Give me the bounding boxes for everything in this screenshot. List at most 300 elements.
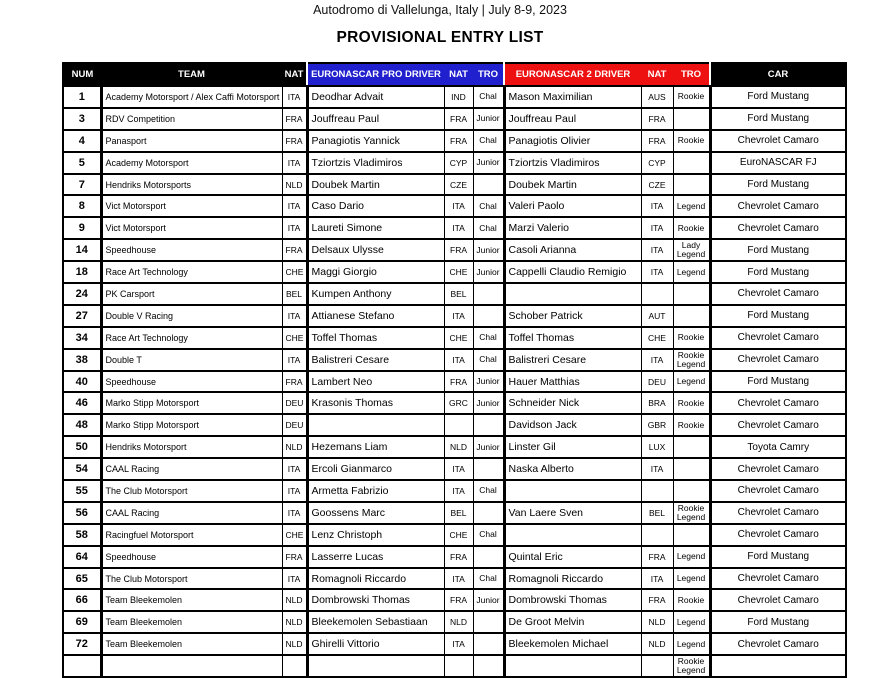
team-name-cell: Vict Motorsport bbox=[101, 195, 282, 217]
pro-trophy-cell: Junior bbox=[473, 589, 504, 611]
e2-nationality-cell: NLD bbox=[641, 633, 673, 655]
e2-nationality-cell bbox=[641, 524, 673, 546]
car-model-cell: Chevrolet Camaro bbox=[710, 589, 846, 611]
car-model-cell: Chevrolet Camaro bbox=[710, 195, 846, 217]
pro-nationality-cell: CZE bbox=[444, 174, 473, 196]
table-row bbox=[63, 239, 846, 261]
e2-nationality-cell: LUX bbox=[641, 436, 673, 458]
e2-trophy-cell: Legend bbox=[673, 195, 710, 217]
team-nationality-cell: BEL bbox=[282, 283, 307, 305]
pro-nationality-cell bbox=[444, 414, 473, 436]
team-nationality-cell: DEU bbox=[282, 414, 307, 436]
e2-driver-cell: Mason Maximilian bbox=[504, 86, 641, 108]
table-row bbox=[63, 655, 846, 677]
car-number-cell: 48 bbox=[63, 414, 101, 436]
e2-trophy-cell bbox=[673, 305, 710, 327]
team-name-cell: Double T bbox=[101, 349, 282, 371]
team-name-cell: Hendriks Motorsport bbox=[101, 436, 282, 458]
pro-driver-cell: Jouffreau Paul bbox=[307, 108, 444, 130]
e2-trophy-cell bbox=[673, 480, 710, 502]
table-row bbox=[63, 611, 846, 633]
e2-driver-cell: Doubek Martin bbox=[504, 174, 641, 196]
team-name-cell: Team Bleekemolen bbox=[101, 589, 282, 611]
entry-list-table bbox=[62, 62, 847, 678]
car-number-cell: 66 bbox=[63, 589, 101, 611]
pro-trophy-cell bbox=[473, 174, 504, 196]
e2-driver-cell: Bleekemolen Michael bbox=[504, 633, 641, 655]
pro-trophy-cell bbox=[473, 502, 504, 524]
pro-trophy-cell bbox=[473, 283, 504, 305]
e2-trophy-cell bbox=[673, 436, 710, 458]
e2-driver-cell: Valeri Paolo bbox=[504, 195, 641, 217]
pro-nationality-cell: FRA bbox=[444, 108, 473, 130]
e2-driver-cell: Schober Patrick bbox=[504, 305, 641, 327]
e2-nationality-cell: AUS bbox=[641, 86, 673, 108]
team-nationality-cell: FRA bbox=[282, 371, 307, 393]
pro-driver-cell: Dombrowski Thomas bbox=[307, 589, 444, 611]
team-name-cell: CAAL Racing bbox=[101, 502, 282, 524]
car-number-cell: 69 bbox=[63, 611, 101, 633]
e2-nationality-cell: ITA bbox=[641, 217, 673, 239]
pro-trophy-cell: Junior bbox=[473, 436, 504, 458]
team-nationality-cell: ITA bbox=[282, 480, 307, 502]
e2-trophy-cell: Legend bbox=[673, 611, 710, 633]
team-nationality-cell: CHE bbox=[282, 524, 307, 546]
col-header-e2-driver: EURONASCAR 2 DRIVER bbox=[504, 63, 641, 86]
team-nationality-cell: ITA bbox=[282, 305, 307, 327]
pro-trophy-cell bbox=[473, 458, 504, 480]
e2-driver-cell: Casoli Arianna bbox=[504, 239, 641, 261]
team-name-cell: The Club Motorsport bbox=[101, 480, 282, 502]
e2-trophy-cell: Legend bbox=[673, 568, 710, 590]
team-name-cell: Marko Stipp Motorsport bbox=[101, 414, 282, 436]
e2-trophy-cell: Rookie Legend bbox=[673, 349, 710, 371]
car-number-cell: 46 bbox=[63, 392, 101, 414]
pro-nationality-cell: ITA bbox=[444, 349, 473, 371]
pro-trophy-cell: Chal bbox=[473, 568, 504, 590]
pro-nationality-cell: ITA bbox=[444, 458, 473, 480]
entry-table-body bbox=[63, 86, 846, 677]
pro-driver-cell: Ghirelli Vittorio bbox=[307, 633, 444, 655]
pro-trophy-cell: Junior bbox=[473, 152, 504, 174]
team-name-cell: Team Bleekemolen bbox=[101, 611, 282, 633]
e2-driver-cell bbox=[504, 480, 641, 502]
e2-trophy-cell: Rookie bbox=[673, 327, 710, 349]
e2-nationality-cell: ITA bbox=[641, 261, 673, 283]
team-nationality-cell: CHE bbox=[282, 261, 307, 283]
table-row bbox=[63, 502, 846, 524]
team-name-cell: Academy Motorsport / Alex Caffi Motorsport bbox=[101, 86, 282, 108]
car-number-cell: 58 bbox=[63, 524, 101, 546]
table-row bbox=[63, 546, 846, 568]
e2-nationality-cell: GBR bbox=[641, 414, 673, 436]
e2-nationality-cell: FRA bbox=[641, 546, 673, 568]
table-row bbox=[63, 261, 846, 283]
car-model-cell bbox=[710, 655, 846, 677]
table-row bbox=[63, 392, 846, 414]
pro-nationality-cell: FRA bbox=[444, 130, 473, 152]
car-number-cell: 8 bbox=[63, 195, 101, 217]
car-model-cell: Ford Mustang bbox=[710, 108, 846, 130]
col-header-e2-nat: NAT bbox=[641, 63, 673, 86]
pro-nationality-cell: FRA bbox=[444, 239, 473, 261]
pro-trophy-cell: Chal bbox=[473, 524, 504, 546]
pro-driver-cell: Lambert Neo bbox=[307, 371, 444, 393]
car-number-cell: 5 bbox=[63, 152, 101, 174]
table-row bbox=[63, 327, 846, 349]
table-row bbox=[63, 174, 846, 196]
pro-driver-cell: Toffel Thomas bbox=[307, 327, 444, 349]
team-name-cell: Academy Motorsport bbox=[101, 152, 282, 174]
pro-nationality-cell: ITA bbox=[444, 217, 473, 239]
pro-nationality-cell: FRA bbox=[444, 589, 473, 611]
table-row bbox=[63, 633, 846, 655]
e2-driver-cell bbox=[504, 283, 641, 305]
table-row bbox=[63, 217, 846, 239]
e2-driver-cell: Davidson Jack bbox=[504, 414, 641, 436]
table-row bbox=[63, 568, 846, 590]
pro-nationality-cell: ITA bbox=[444, 633, 473, 655]
team-name-cell: Team Bleekemolen bbox=[101, 633, 282, 655]
pro-nationality-cell: GRC bbox=[444, 392, 473, 414]
car-model-cell: Ford Mustang bbox=[710, 371, 846, 393]
e2-nationality-cell: BEL bbox=[641, 502, 673, 524]
e2-nationality-cell: ITA bbox=[641, 239, 673, 261]
team-name-cell: Panasport bbox=[101, 130, 282, 152]
team-nationality-cell: NLD bbox=[282, 589, 307, 611]
pro-trophy-cell: Junior bbox=[473, 108, 504, 130]
e2-driver-cell: Toffel Thomas bbox=[504, 327, 641, 349]
e2-nationality-cell: FRA bbox=[641, 130, 673, 152]
team-name-cell: Hendriks Motorsports bbox=[101, 174, 282, 196]
col-header-num: NUM bbox=[63, 63, 101, 86]
team-nationality-cell: NLD bbox=[282, 436, 307, 458]
team-nationality-cell: ITA bbox=[282, 86, 307, 108]
pro-driver-cell: Goossens Marc bbox=[307, 502, 444, 524]
e2-trophy-cell bbox=[673, 174, 710, 196]
e2-driver-cell: Marzi Valerio bbox=[504, 217, 641, 239]
table-row bbox=[63, 371, 846, 393]
table-row bbox=[63, 436, 846, 458]
e2-nationality-cell: CYP bbox=[641, 152, 673, 174]
car-number-cell: 64 bbox=[63, 546, 101, 568]
car-number-cell: 14 bbox=[63, 239, 101, 261]
col-header-team-nat: NAT bbox=[282, 63, 307, 86]
pro-driver-cell: Bleekemolen Sebastiaan bbox=[307, 611, 444, 633]
table-row bbox=[63, 480, 846, 502]
e2-trophy-cell: Legend bbox=[673, 261, 710, 283]
car-model-cell: Ford Mustang bbox=[710, 86, 846, 108]
pro-trophy-cell: Chal bbox=[473, 349, 504, 371]
car-model-cell: Ford Mustang bbox=[710, 239, 846, 261]
e2-nationality-cell bbox=[641, 655, 673, 677]
team-nationality-cell: ITA bbox=[282, 458, 307, 480]
e2-trophy-cell: Legend bbox=[673, 633, 710, 655]
pro-driver-cell: Armetta Fabrizio bbox=[307, 480, 444, 502]
team-nationality-cell: ITA bbox=[282, 568, 307, 590]
team-name-cell: Racingfuel Motorsport bbox=[101, 524, 282, 546]
team-nationality-cell: ITA bbox=[282, 502, 307, 524]
pro-nationality-cell: CHE bbox=[444, 524, 473, 546]
pro-nationality-cell bbox=[444, 655, 473, 677]
pro-driver-cell bbox=[307, 414, 444, 436]
team-nationality-cell: NLD bbox=[282, 611, 307, 633]
pro-nationality-cell: BEL bbox=[444, 502, 473, 524]
pro-nationality-cell: FRA bbox=[444, 371, 473, 393]
pro-driver-cell: Delsaux Ulysse bbox=[307, 239, 444, 261]
page-title: PROVISIONAL ENTRY LIST bbox=[336, 29, 544, 46]
e2-trophy-cell bbox=[673, 283, 710, 305]
pro-trophy-cell: Junior bbox=[473, 392, 504, 414]
pro-trophy-cell: Junior bbox=[473, 261, 504, 283]
car-model-cell: Chevrolet Camaro bbox=[710, 349, 846, 371]
team-name-cell: Vict Motorsport bbox=[101, 217, 282, 239]
team-name-cell: Marko Stipp Motorsport bbox=[101, 392, 282, 414]
e2-driver-cell: Tziortzis Vladimiros bbox=[504, 152, 641, 174]
pro-nationality-cell: IND bbox=[444, 86, 473, 108]
table-header-row bbox=[63, 63, 846, 86]
table-row bbox=[63, 152, 846, 174]
e2-nationality-cell: FRA bbox=[641, 589, 673, 611]
e2-trophy-cell: Rookie bbox=[673, 217, 710, 239]
e2-trophy-cell: Legend bbox=[673, 546, 710, 568]
team-name-cell: Race Art Technology bbox=[101, 327, 282, 349]
car-model-cell: Chevrolet Camaro bbox=[710, 524, 846, 546]
pro-driver-cell: Panagiotis Yannick bbox=[307, 130, 444, 152]
pro-trophy-cell bbox=[473, 633, 504, 655]
team-name-cell: PK Carsport bbox=[101, 283, 282, 305]
team-nationality-cell: ITA bbox=[282, 195, 307, 217]
e2-nationality-cell: FRA bbox=[641, 108, 673, 130]
car-number-cell: 4 bbox=[63, 130, 101, 152]
car-number-cell: 50 bbox=[63, 436, 101, 458]
car-model-cell: Chevrolet Camaro bbox=[710, 633, 846, 655]
pro-driver-cell bbox=[307, 655, 444, 677]
e2-driver-cell: Hauer Matthias bbox=[504, 371, 641, 393]
e2-nationality-cell: CHE bbox=[641, 327, 673, 349]
team-nationality-cell: ITA bbox=[282, 152, 307, 174]
car-number-cell bbox=[63, 655, 101, 677]
pro-driver-cell: Deodhar Advait bbox=[307, 86, 444, 108]
pro-driver-cell: Lasserre Lucas bbox=[307, 546, 444, 568]
team-nationality-cell: NLD bbox=[282, 174, 307, 196]
pro-trophy-cell bbox=[473, 611, 504, 633]
car-model-cell: Chevrolet Camaro bbox=[710, 568, 846, 590]
team-nationality-cell: FRA bbox=[282, 108, 307, 130]
e2-nationality-cell: ITA bbox=[641, 458, 673, 480]
car-model-cell: Chevrolet Camaro bbox=[710, 480, 846, 502]
team-nationality-cell: FRA bbox=[282, 546, 307, 568]
e2-driver-cell: Naska Alberto bbox=[504, 458, 641, 480]
car-model-cell: Chevrolet Camaro bbox=[710, 392, 846, 414]
team-name-cell: Speedhouse bbox=[101, 546, 282, 568]
car-number-cell: 54 bbox=[63, 458, 101, 480]
table-row bbox=[63, 414, 846, 436]
table-header bbox=[63, 63, 846, 86]
car-model-cell: Ford Mustang bbox=[710, 611, 846, 633]
e2-nationality-cell: ITA bbox=[641, 568, 673, 590]
team-nationality-cell: CHE bbox=[282, 327, 307, 349]
pro-driver-cell: Kumpen Anthony bbox=[307, 283, 444, 305]
pro-driver-cell: Romagnoli Riccardo bbox=[307, 568, 444, 590]
e2-trophy-cell: Rookie bbox=[673, 86, 710, 108]
pro-trophy-cell: Chal bbox=[473, 130, 504, 152]
pro-driver-cell: Maggi Giorgio bbox=[307, 261, 444, 283]
e2-trophy-cell: Lady Legend bbox=[673, 239, 710, 261]
table-row bbox=[63, 524, 846, 546]
car-number-cell: 34 bbox=[63, 327, 101, 349]
car-number-cell: 56 bbox=[63, 502, 101, 524]
e2-driver-cell: Schneider Nick bbox=[504, 392, 641, 414]
table-row bbox=[63, 195, 846, 217]
team-nationality-cell: ITA bbox=[282, 217, 307, 239]
car-number-cell: 55 bbox=[63, 480, 101, 502]
pro-trophy-cell: Junior bbox=[473, 239, 504, 261]
table-row bbox=[63, 283, 846, 305]
pro-driver-cell: Hezemans Liam bbox=[307, 436, 444, 458]
col-header-car: CAR bbox=[710, 63, 846, 86]
e2-nationality-cell bbox=[641, 283, 673, 305]
team-nationality-cell: DEU bbox=[282, 392, 307, 414]
e2-nationality-cell: DEU bbox=[641, 371, 673, 393]
e2-driver-cell: Dombrowski Thomas bbox=[504, 589, 641, 611]
car-model-cell: Ford Mustang bbox=[710, 174, 846, 196]
pro-nationality-cell: ITA bbox=[444, 195, 473, 217]
pro-nationality-cell: CHE bbox=[444, 327, 473, 349]
pro-nationality-cell: NLD bbox=[444, 611, 473, 633]
table-row bbox=[63, 305, 846, 327]
e2-trophy-cell: Rookie bbox=[673, 414, 710, 436]
e2-nationality-cell: CZE bbox=[641, 174, 673, 196]
col-header-pro-driver: EURONASCAR PRO DRIVER bbox=[307, 63, 444, 86]
car-model-cell: Chevrolet Camaro bbox=[710, 217, 846, 239]
car-number-cell: 65 bbox=[63, 568, 101, 590]
car-number-cell: 40 bbox=[63, 371, 101, 393]
col-header-e2-tro: TRO bbox=[673, 63, 710, 86]
car-number-cell: 1 bbox=[63, 86, 101, 108]
team-name-cell: Race Art Technology bbox=[101, 261, 282, 283]
pro-driver-cell: Tziortzis Vladimiros bbox=[307, 152, 444, 174]
e2-trophy-cell bbox=[673, 458, 710, 480]
pro-trophy-cell: Chal bbox=[473, 217, 504, 239]
e2-nationality-cell bbox=[641, 480, 673, 502]
table-row bbox=[63, 589, 846, 611]
e2-trophy-cell: Rookie bbox=[673, 392, 710, 414]
pro-driver-cell: Laureti Simone bbox=[307, 217, 444, 239]
team-name-cell: Speedhouse bbox=[101, 239, 282, 261]
table-row bbox=[63, 130, 846, 152]
pro-nationality-cell: CYP bbox=[444, 152, 473, 174]
e2-trophy-cell: Legend bbox=[673, 371, 710, 393]
pro-nationality-cell: ITA bbox=[444, 305, 473, 327]
e2-trophy-cell: Rookie Legend bbox=[673, 502, 710, 524]
pro-nationality-cell: FRA bbox=[444, 546, 473, 568]
e2-driver-cell: Linster Gil bbox=[504, 436, 641, 458]
table-row bbox=[63, 458, 846, 480]
col-header-pro-tro: TRO bbox=[473, 63, 504, 86]
e2-nationality-cell: BRA bbox=[641, 392, 673, 414]
pro-trophy-cell bbox=[473, 546, 504, 568]
table-row bbox=[63, 349, 846, 371]
e2-nationality-cell: AUT bbox=[641, 305, 673, 327]
car-number-cell: 24 bbox=[63, 283, 101, 305]
pro-trophy-cell: Junior bbox=[473, 371, 504, 393]
team-nationality-cell: NLD bbox=[282, 633, 307, 655]
event-subtitle: Autodromo di Vallelunga, Italy | July 8-9, 2023 bbox=[313, 3, 567, 17]
team-name-cell: CAAL Racing bbox=[101, 458, 282, 480]
pro-trophy-cell bbox=[473, 414, 504, 436]
e2-driver-cell: De Groot Melvin bbox=[504, 611, 641, 633]
pro-driver-cell: Lenz Christoph bbox=[307, 524, 444, 546]
pro-trophy-cell: Chal bbox=[473, 327, 504, 349]
pro-driver-cell: Ercoli Gianmarco bbox=[307, 458, 444, 480]
pro-driver-cell: Caso Dario bbox=[307, 195, 444, 217]
car-model-cell: Chevrolet Camaro bbox=[710, 414, 846, 436]
team-name-cell: Speedhouse bbox=[101, 371, 282, 393]
car-model-cell: Toyota Camry bbox=[710, 436, 846, 458]
pro-trophy-cell: Chal bbox=[473, 86, 504, 108]
team-nationality-cell: ITA bbox=[282, 349, 307, 371]
car-number-cell: 7 bbox=[63, 174, 101, 196]
pro-nationality-cell: ITA bbox=[444, 480, 473, 502]
e2-trophy-cell: Rookie Legend bbox=[673, 655, 710, 677]
car-model-cell: Chevrolet Camaro bbox=[710, 327, 846, 349]
pro-trophy-cell: Chal bbox=[473, 195, 504, 217]
col-header-pro-nat: NAT bbox=[444, 63, 473, 86]
team-name-cell: RDV Competition bbox=[101, 108, 282, 130]
car-model-cell: Ford Mustang bbox=[710, 305, 846, 327]
e2-trophy-cell: Rookie bbox=[673, 130, 710, 152]
pro-trophy-cell bbox=[473, 655, 504, 677]
e2-driver-cell: Van Laere Sven bbox=[504, 502, 641, 524]
pro-driver-cell: Attianese Stefano bbox=[307, 305, 444, 327]
e2-trophy-cell bbox=[673, 524, 710, 546]
pro-trophy-cell bbox=[473, 305, 504, 327]
team-name-cell: Double V Racing bbox=[101, 305, 282, 327]
pro-driver-cell: Krasonis Thomas bbox=[307, 392, 444, 414]
car-number-cell: 9 bbox=[63, 217, 101, 239]
table-row bbox=[63, 108, 846, 130]
e2-driver-cell: Romagnoli Riccardo bbox=[504, 568, 641, 590]
e2-nationality-cell: NLD bbox=[641, 611, 673, 633]
pro-nationality-cell: NLD bbox=[444, 436, 473, 458]
car-number-cell: 38 bbox=[63, 349, 101, 371]
e2-driver-cell bbox=[504, 524, 641, 546]
pro-driver-cell: Balistreri Cesare bbox=[307, 349, 444, 371]
pro-nationality-cell: BEL bbox=[444, 283, 473, 305]
car-model-cell: EuroNASCAR FJ bbox=[710, 152, 846, 174]
car-model-cell: Chevrolet Camaro bbox=[710, 502, 846, 524]
col-header-team: TEAM bbox=[101, 63, 282, 86]
pro-trophy-cell: Chal bbox=[473, 480, 504, 502]
e2-nationality-cell: ITA bbox=[641, 195, 673, 217]
team-nationality-cell: FRA bbox=[282, 130, 307, 152]
car-number-cell: 18 bbox=[63, 261, 101, 283]
e2-trophy-cell bbox=[673, 152, 710, 174]
e2-nationality-cell: ITA bbox=[641, 349, 673, 371]
pro-nationality-cell: ITA bbox=[444, 568, 473, 590]
e2-trophy-cell bbox=[673, 108, 710, 130]
e2-driver-cell bbox=[504, 655, 641, 677]
pro-driver-cell: Doubek Martin bbox=[307, 174, 444, 196]
car-number-cell: 3 bbox=[63, 108, 101, 130]
car-number-cell: 27 bbox=[63, 305, 101, 327]
table-row bbox=[63, 86, 846, 108]
team-name-cell bbox=[101, 655, 282, 677]
team-nationality-cell: FRA bbox=[282, 239, 307, 261]
e2-driver-cell: Quintal Eric bbox=[504, 546, 641, 568]
team-name-cell: The Club Motorsport bbox=[101, 568, 282, 590]
